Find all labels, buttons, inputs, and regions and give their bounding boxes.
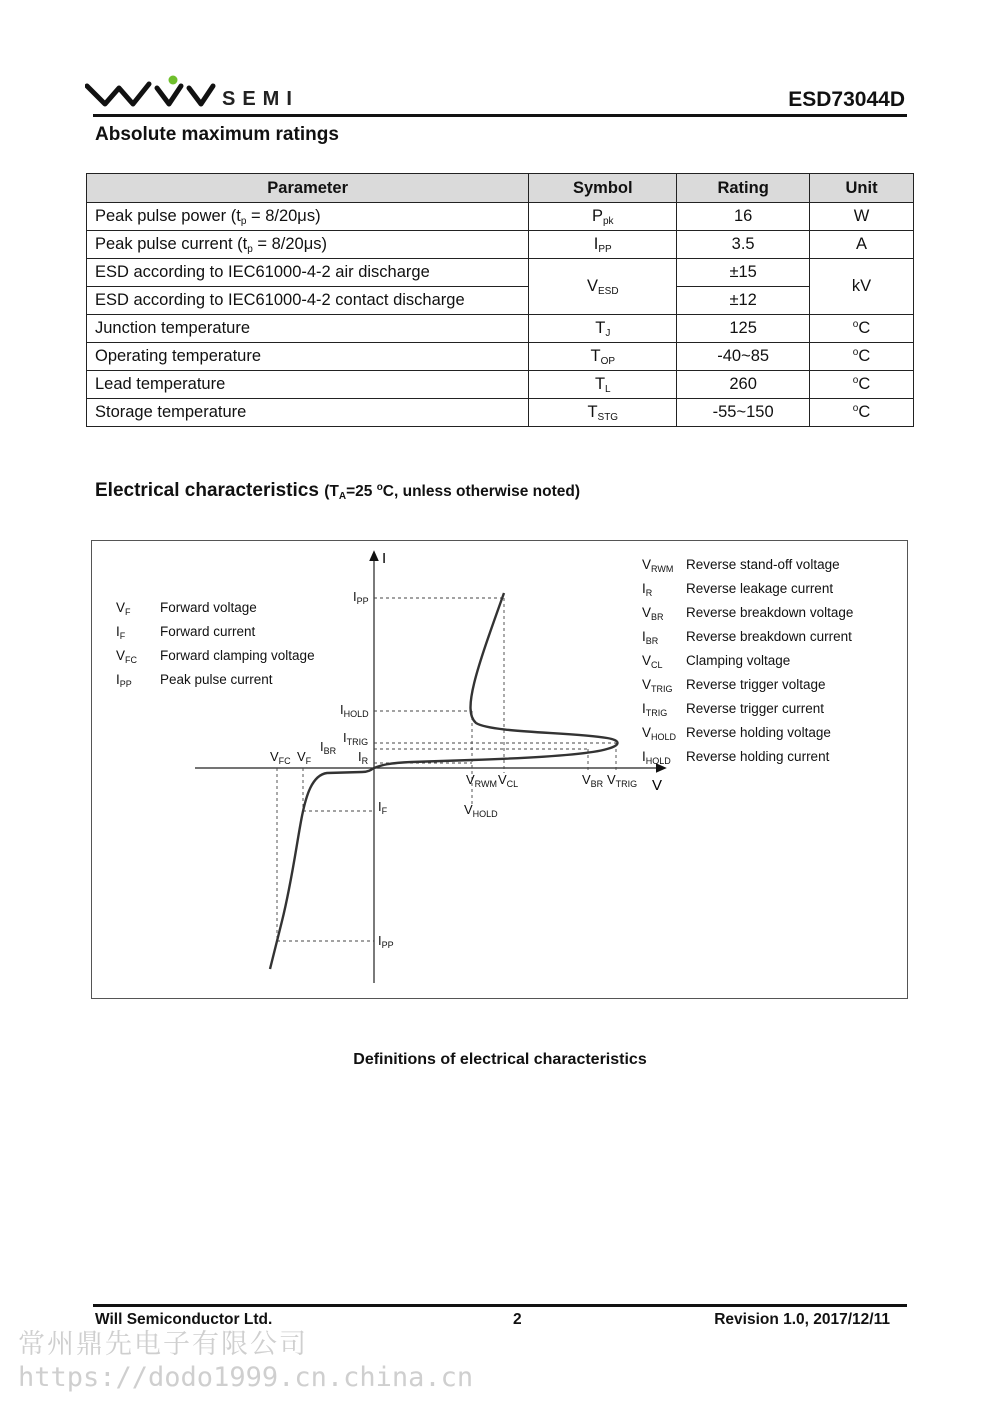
- legend-symbol: $V_F$: [116, 600, 131, 617]
- part-number: ESD73044D: [788, 88, 905, 111]
- left-legend: [116, 600, 315, 689]
- param-cell: ESD according to IEC61000-4-2 air discharge: [87, 259, 529, 287]
- rating-cell: ±15: [677, 259, 810, 287]
- symbol-cell: $T_L$: [529, 371, 677, 399]
- param-cell: Lead temperature: [87, 371, 529, 399]
- symbol-cell: $T_J$: [529, 315, 677, 343]
- param-cell: Junction temperature: [87, 315, 529, 343]
- label-vhold: $V_{HOLD}$: [464, 802, 498, 819]
- label-vcl: $V_{CL}$: [498, 772, 519, 789]
- table-row: [87, 259, 914, 287]
- unit-cell: $^o$C: [810, 399, 914, 427]
- label-ipp-top: $I_{PP}$: [353, 589, 369, 606]
- param-cell: Storage temperature: [87, 399, 529, 427]
- header-parameter: Parameter: [87, 174, 529, 203]
- ratings-table: [86, 173, 914, 427]
- symbol-cell: $T_{OP}$: [529, 343, 677, 371]
- legend-symbol: $V_{HOLD}$: [642, 725, 677, 742]
- legend-desc: Reverse breakdown voltage: [686, 605, 854, 620]
- legend-desc: Reverse holding current: [686, 749, 830, 764]
- legend-symbol: $V_{FC}$: [116, 648, 138, 665]
- legend-desc: Forward clamping voltage: [160, 648, 315, 663]
- symbol-cell: $I_{PP}$: [529, 231, 677, 259]
- header-rule: [93, 114, 907, 117]
- symbol-cell: $T_{STG}$: [529, 399, 677, 427]
- rating-cell: -55~150: [677, 399, 810, 427]
- param-cell: Peak pulse current $(t_p = 8/20\mu s)$: [87, 231, 529, 259]
- unit-cell: $^o$C: [810, 371, 914, 399]
- table-header-row: [87, 174, 914, 203]
- table-row: [87, 343, 914, 371]
- label-ipp-bottom: $I_{PP}$: [378, 933, 394, 950]
- table-row: [87, 231, 914, 259]
- iv-characteristics-figure: [91, 540, 908, 999]
- legend-symbol: $I_{BR}$: [642, 629, 659, 646]
- legend-desc: Reverse holding voltage: [686, 725, 831, 740]
- page-number: 2: [513, 1311, 522, 1328]
- rating-cell: 125: [677, 315, 810, 343]
- table-row: [87, 203, 914, 231]
- legend-desc: Reverse stand-off voltage: [686, 557, 840, 572]
- legend-desc: Forward current: [160, 624, 256, 639]
- iv-curve: [270, 593, 618, 969]
- legend-symbol: $I_F$: [116, 624, 126, 641]
- section-title-electrical: Electrical characteristics ($T_A=25$ $^o$C, unless otherwise noted): [95, 480, 581, 502]
- unit-cell: W: [810, 203, 914, 231]
- legend-symbol: $V_{RWM}$: [642, 557, 674, 574]
- axis-label-i: I: [382, 550, 387, 567]
- label-vtrig: $V_{TRIG}$: [607, 772, 638, 789]
- legend-symbol: $I_{TRIG}$: [642, 701, 668, 718]
- legend-symbol: $V_{TRIG}$: [642, 677, 673, 694]
- header-symbol: Symbol: [529, 174, 677, 203]
- watermark-company: 常州鼎先电子有限公司: [18, 1329, 308, 1360]
- header-unit: Unit: [810, 174, 914, 203]
- table-row: [87, 399, 914, 427]
- legend-symbol: $I_{PP}$: [116, 672, 132, 689]
- axis-label-v: V: [652, 777, 663, 794]
- param-cell: Peak pulse power $(t_p = 8/20\mu s)$: [87, 203, 529, 231]
- rating-cell: 3.5: [677, 231, 810, 259]
- figure-caption: Definitions of electrical characteristics: [353, 1051, 647, 1068]
- legend-symbol: $V_{BR}$: [642, 605, 664, 622]
- legend-desc: Peak pulse current: [160, 672, 273, 687]
- brand-text: SEMI: [222, 88, 299, 110]
- iv-diagram: [92, 541, 907, 998]
- label-ibr: $I_{BR}$: [320, 739, 337, 756]
- legend-desc: Reverse breakdown current: [686, 629, 852, 644]
- watermark-url: https://dodo1999.cn.china.cn: [18, 1362, 474, 1393]
- label-ir: $I_R$: [358, 749, 369, 766]
- label-vbr: $V_{BR}$: [582, 772, 604, 789]
- unit-cell: $^o$C: [810, 343, 914, 371]
- curve-labels: [270, 589, 637, 950]
- unit-cell: $^o$C: [810, 315, 914, 343]
- label-vrwm: $V_{RWM}$: [466, 772, 498, 789]
- legend-desc: Forward voltage: [160, 600, 257, 615]
- legend-desc: Clamping voltage: [686, 653, 791, 668]
- legend-symbol: $V_{CL}$: [642, 653, 663, 670]
- symbol-cell: $V_{ESD}$: [529, 259, 677, 315]
- legend-symbol: $I_{HOLD}$: [642, 749, 671, 766]
- table-row: [87, 287, 914, 315]
- rating-cell: -40~85: [677, 343, 810, 371]
- label-vfc: $V_{FC}$: [270, 749, 291, 766]
- rating-cell: 260: [677, 371, 810, 399]
- unit-cell: A: [810, 231, 914, 259]
- right-legend: [642, 557, 853, 766]
- param-cell: Operating temperature: [87, 343, 529, 371]
- symbol-cell: $P_{pk}$: [529, 203, 677, 231]
- label-if: $I_F$: [378, 799, 388, 816]
- table-row: [87, 371, 914, 399]
- table-row: [87, 315, 914, 343]
- legend-desc: Reverse leakage current: [686, 581, 834, 596]
- param-cell: ESD according to IEC61000-4-2 contact discharge: [87, 287, 529, 315]
- legend-desc: Reverse trigger voltage: [686, 677, 826, 692]
- footer-rule: [93, 1304, 907, 1307]
- footer-revision: Revision 1.0, 2017/12/11: [714, 1311, 890, 1328]
- label-vf: $V_F$: [297, 749, 312, 766]
- section-title-absolute-max: Absolute maximum ratings: [95, 124, 339, 145]
- header-rating: Rating: [677, 174, 810, 203]
- rating-cell: ±12: [677, 287, 810, 315]
- footer-company: Will Semiconductor Ltd.: [95, 1311, 273, 1328]
- guide-lines: [277, 598, 616, 941]
- unit-cell: kV: [810, 259, 914, 315]
- label-itrig: $I_{TRIG}$: [343, 730, 369, 747]
- rating-cell: 16: [677, 203, 810, 231]
- legend-desc: Reverse trigger current: [686, 701, 825, 716]
- legend-symbol: $I_R$: [642, 581, 653, 598]
- label-ihold: $I_{HOLD}$: [340, 702, 369, 719]
